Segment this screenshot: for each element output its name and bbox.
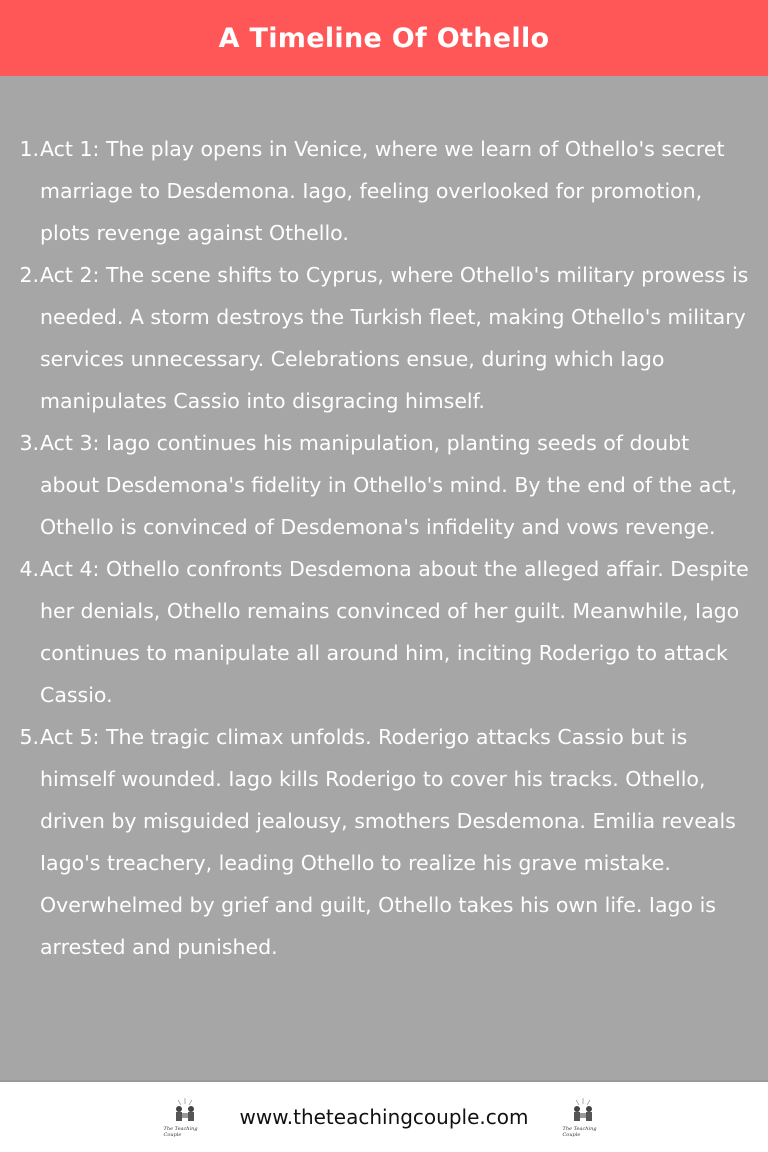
item-number: 2. (19, 263, 39, 287)
item-number: 5. (19, 725, 39, 749)
item-number: 3. (19, 431, 39, 455)
footer (0, 1080, 768, 1152)
list-item (10, 548, 754, 716)
list-item (10, 716, 754, 968)
list-item (10, 254, 754, 422)
page-title: A Timeline Of Othello (218, 22, 550, 54)
logo-caption: The Teaching Couple (163, 1126, 198, 1138)
logo-caption: The Teaching Couple (562, 1126, 597, 1138)
website-link[interactable]: www.theteachingcouple.com (239, 1105, 529, 1129)
list-item (10, 128, 754, 254)
teaching-couple-logo-icon (164, 1096, 206, 1138)
timeline-content (0, 76, 768, 1080)
item-text: Act 4: Othello confronts Desdemona about the alleged affair. Despite her denials, Othello remains convinced of her guilt. Meanwhile, Iago continues to manipulate all around him, inciting Roderigo to attack Cassio. (40, 557, 749, 707)
header-banner (0, 0, 768, 76)
item-number: 1. (19, 137, 39, 161)
item-text: Act 5: The tragic climax unfolds. Roderigo attacks Cassio but is himself wounded. Iago kills Roderigo to cover his tracks. Othello, driven by misguided jealousy, smothers Desdemona. Emilia reveals Iago's treachery, leading Othello to realize his grave mistake. Overwhelmed by grief and guilt, Othello takes his own life. Iago is arrested and punished. (40, 725, 736, 959)
item-text: Act 3: Iago continues his manipulation, planting seeds of doubt about Desdemona's fidelity in Othello's mind. By the end of the act, Othello is convinced of Desdemona's infidelity and vows revenge. (40, 431, 738, 539)
list-item (10, 422, 754, 548)
timeline-list (10, 128, 754, 968)
item-text: Act 2: The scene shifts to Cyprus, where Othello's military prowess is needed. A storm destroys the Turkish fleet, making Othello's military services unnecessary. Celebrations ensue, during which Iago manipulates Cassio into disgracing himself. (40, 263, 749, 413)
item-number: 4. (19, 557, 39, 581)
item-text: Act 1: The play opens in Venice, where we learn of Othello's secret marriage to Desdemona. Iago, feeling overlooked for promotion, plots revenge against Othello. (40, 137, 725, 245)
teaching-couple-logo-icon (562, 1096, 604, 1138)
